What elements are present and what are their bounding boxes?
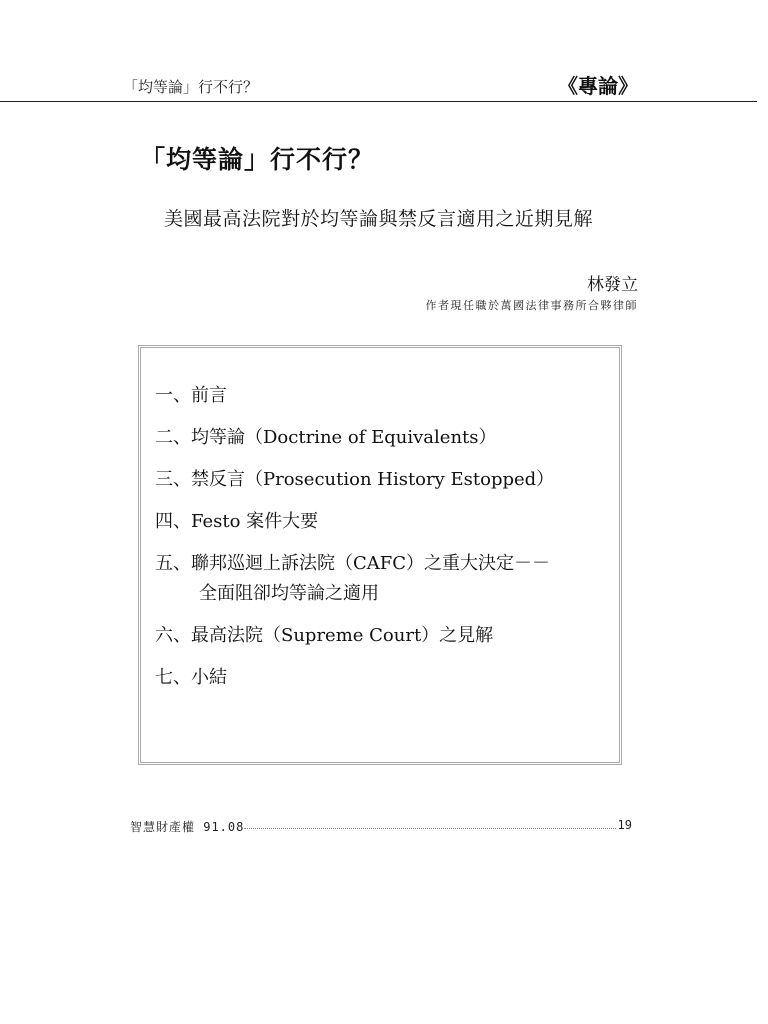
article-subtitle: 美國最高法院對於均等論與禁反言適用之近期見解: [163, 208, 593, 230]
article-title: 「均等論」行不行？: [140, 145, 375, 174]
section-label: 《專論》: [558, 74, 638, 98]
table-of-contents: [138, 345, 622, 765]
toc-item-continuation: 全面阻卻均等論之適用: [199, 583, 379, 604]
toc-item-label: 三、禁反言（Prosecution History Estopped）: [155, 469, 555, 490]
toc-item-2: [155, 423, 611, 453]
journal-name: 智慧財產權 91.08: [130, 820, 245, 834]
toc-item-4: [155, 507, 611, 537]
toc-item-label: 一、前言: [155, 385, 227, 406]
header-divider: [0, 101, 757, 102]
toc-item-label: 七、小結: [155, 667, 227, 688]
toc-item-3: [155, 465, 611, 495]
running-title: 「均等論」行不行？: [123, 78, 259, 96]
author-affiliation: 作者現任職於萬國法律事務所合夥律師: [425, 299, 638, 312]
toc-item-7: [155, 663, 611, 693]
toc-item-label: 五、聯邦巡迴上訴法院（CAFC）之重大決定－－: [155, 553, 551, 574]
toc-item-label: 四、Festo 案件大要: [155, 511, 319, 532]
toc-item-label: 二、均等論（Doctrine of Equivalents）: [155, 427, 497, 448]
toc-list: [155, 381, 611, 705]
toc-item-label: 六、最高法院（Supreme Court）之見解: [155, 625, 494, 646]
page-number: 19: [617, 818, 632, 832]
toc-item-5: [155, 549, 611, 609]
author-name: 林發立: [587, 275, 638, 295]
toc-item-6: [155, 621, 611, 651]
footer-dotted-leader: [244, 828, 616, 829]
toc-item-1: [155, 381, 611, 411]
